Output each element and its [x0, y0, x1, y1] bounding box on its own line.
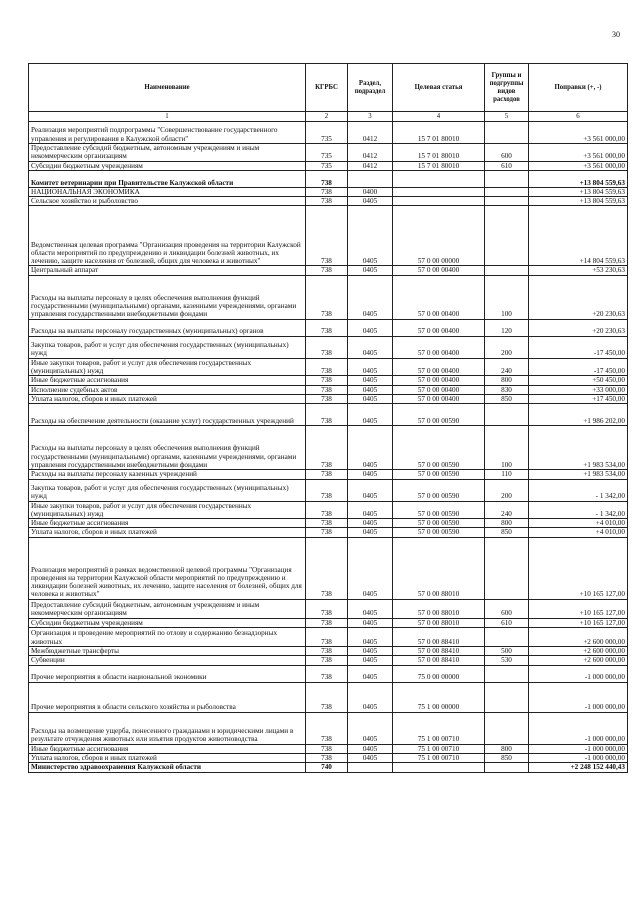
row-target — [393, 763, 485, 772]
row-section: 0405 — [348, 537, 393, 599]
row-amount: +53 230,63 — [529, 266, 628, 275]
row-name: Организация и проведение мероприятий по отлову и содержанию безнадзорных животных — [29, 628, 306, 647]
row-section: 0405 — [348, 682, 393, 712]
row-amount: +2 600 000,00 — [529, 628, 628, 647]
row-name: Иные закупки товаров, работ и услуг для обеспечения государственных (муниципальных) нужд — [29, 358, 306, 376]
row-group: 850 — [485, 394, 529, 403]
table-row — [29, 682, 628, 712]
row-group: 830 — [485, 385, 529, 394]
row-amount: +3 561 000,00 — [529, 144, 628, 162]
row-kgrbs: 738 — [306, 628, 348, 647]
row-group — [485, 206, 529, 266]
table-row — [29, 470, 628, 479]
row-name: Сельское хозяйство и рыболовство — [29, 197, 306, 206]
row-group: 800 — [485, 376, 529, 385]
row-group: 800 — [485, 744, 529, 753]
row-name: Иные бюджетные ассигнования — [29, 376, 306, 385]
row-group: 850 — [485, 753, 529, 762]
row-kgrbs: 738 — [306, 528, 348, 537]
row-group: 610 — [485, 618, 529, 627]
row-section: 0405 — [348, 206, 393, 266]
row-group: 850 — [485, 528, 529, 537]
row-name: Расходы на выплаты персоналу государственных (муниципальных) органов — [29, 319, 306, 336]
row-group: 200 — [485, 479, 529, 501]
row-target: 57 0 00 88010 — [393, 537, 485, 599]
table-row — [29, 647, 628, 656]
row-section: 0405 — [348, 528, 393, 537]
table-row — [29, 656, 628, 665]
table-row — [29, 197, 628, 206]
row-amount: +17 450,00 — [529, 394, 628, 403]
row-target: 57 0 00 00400 — [393, 385, 485, 394]
row-target: 15 7 01 80010 — [393, 122, 485, 144]
row-group — [485, 628, 529, 647]
row-kgrbs: 738 — [306, 501, 348, 519]
row-section: 0405 — [348, 197, 393, 206]
row-target: 57 0 00 88410 — [393, 647, 485, 656]
row-section: 0405 — [348, 470, 393, 479]
row-target — [393, 170, 485, 187]
row-section: 0405 — [348, 647, 393, 656]
row-kgrbs: 738 — [306, 206, 348, 266]
table-row — [29, 404, 628, 426]
header-target: Целевая статья — [393, 64, 485, 112]
row-section: 0405 — [348, 519, 393, 528]
row-target: 57 0 00 88010 — [393, 599, 485, 618]
row-section — [348, 170, 393, 187]
row-section — [348, 763, 393, 772]
row-kgrbs: 738 — [306, 665, 348, 682]
table-row — [29, 187, 628, 196]
row-name: Уплата налогов, сборов и иных платежей — [29, 394, 306, 403]
row-kgrbs: 738 — [306, 275, 348, 319]
table-row — [29, 744, 628, 753]
column-number: 3 — [348, 112, 393, 122]
row-section: 0405 — [348, 358, 393, 376]
row-group — [485, 537, 529, 599]
row-section: 0400 — [348, 187, 393, 196]
row-section: 0412 — [348, 161, 393, 170]
row-group: 100 — [485, 275, 529, 319]
row-target: 57 0 00 00590 — [393, 404, 485, 426]
table-row — [29, 528, 628, 537]
table-row — [29, 358, 628, 376]
table-row — [29, 206, 628, 266]
row-amount: +50 450,00 — [529, 376, 628, 385]
table-row — [29, 319, 628, 336]
row-section: 0405 — [348, 275, 393, 319]
column-number: 2 — [306, 112, 348, 122]
row-target: 75 1 00 00710 — [393, 744, 485, 753]
table-row — [29, 599, 628, 618]
row-group — [485, 122, 529, 144]
row-amount: +4 010,00 — [529, 528, 628, 537]
row-name: Исполнение судебных актов — [29, 385, 306, 394]
row-name: Субсидии бюджетным учреждениям — [29, 161, 306, 170]
row-kgrbs: 738 — [306, 426, 348, 470]
row-target: 57 0 00 00590 — [393, 528, 485, 537]
row-group — [485, 763, 529, 772]
row-section: 0405 — [348, 479, 393, 501]
table-row — [29, 376, 628, 385]
row-name: Прочие мероприятия в области сельского хозяйства и рыболовства — [29, 682, 306, 712]
row-kgrbs: 738 — [306, 519, 348, 528]
row-group: 600 — [485, 144, 529, 162]
row-group: 200 — [485, 336, 529, 358]
row-kgrbs: 738 — [306, 197, 348, 206]
row-kgrbs: 735 — [306, 144, 348, 162]
row-target: 57 0 00 00400 — [393, 376, 485, 385]
row-kgrbs: 738 — [306, 618, 348, 627]
row-kgrbs: 738 — [306, 319, 348, 336]
table-row — [29, 385, 628, 394]
row-name: Комитет ветеринарии при Правительстве Калужской области — [29, 170, 306, 187]
row-target: 75 1 00 00710 — [393, 712, 485, 744]
row-amount: +10 165 127,00 — [529, 537, 628, 599]
row-name: Ведомственная целевая программа "Организация проведения на территории Калужской области мероприятий по предупреждению и ликвидации болезней животных, их лечению, защите населения от болезней, общих для человека и животных" — [29, 206, 306, 266]
row-kgrbs: 738 — [306, 470, 348, 479]
row-target: 57 0 00 88410 — [393, 656, 485, 665]
row-name: Расходы на выплаты персоналу казенных учреждений — [29, 470, 306, 479]
row-amount: +10 165 127,00 — [529, 599, 628, 618]
row-name: Субвенции — [29, 656, 306, 665]
row-target: 57 0 00 00400 — [393, 266, 485, 275]
row-kgrbs: 738 — [306, 376, 348, 385]
row-group — [485, 197, 529, 206]
header-group: Группы и подгруппы видов расходов — [485, 64, 529, 112]
table-row — [29, 537, 628, 599]
row-group: 110 — [485, 470, 529, 479]
row-kgrbs: 735 — [306, 122, 348, 144]
row-kgrbs: 738 — [306, 682, 348, 712]
table-row — [29, 275, 628, 319]
row-amount: -1 000 000,00 — [529, 665, 628, 682]
row-section: 0412 — [348, 144, 393, 162]
row-name: Реализация мероприятий в рамках ведомственной целевой программы "Организация проведения на территории Калужской области мероприятий по предупреждению и ликвидации болезней животных, их лечению, защите населения от болезней, общих для человека и животных" — [29, 537, 306, 599]
row-section: 0405 — [348, 712, 393, 744]
header-kgrbs: КГРБС — [306, 64, 348, 112]
row-target: 75 0 00 00000 — [393, 665, 485, 682]
row-kgrbs: 738 — [306, 753, 348, 762]
row-name: Субсидии бюджетным учреждениям — [29, 618, 306, 627]
row-kgrbs: 738 — [306, 187, 348, 196]
row-section: 0405 — [348, 266, 393, 275]
row-name: Расходы на возмещение ущерба, понесенного гражданами и юридическими лицами в результате отчуждения животных или изъятия продуктов животноводства — [29, 712, 306, 744]
row-section: 0405 — [348, 501, 393, 519]
table-row — [29, 763, 628, 772]
row-target: 15 7 01 80010 — [393, 144, 485, 162]
row-name: Закупка товаров, работ и услуг для обеспечения государственных (муниципальных) нужд — [29, 479, 306, 501]
row-group: 240 — [485, 501, 529, 519]
row-kgrbs: 738 — [306, 358, 348, 376]
row-amount: -1 000 000,00 — [529, 753, 628, 762]
row-kgrbs: 738 — [306, 385, 348, 394]
row-amount: +2 600 000,00 — [529, 647, 628, 656]
row-kgrbs: 738 — [306, 336, 348, 358]
row-target: 57 0 00 00590 — [393, 479, 485, 501]
row-group: 120 — [485, 319, 529, 336]
row-amount: +20 230,63 — [529, 275, 628, 319]
table-row — [29, 501, 628, 519]
row-kgrbs: 740 — [306, 763, 348, 772]
table-row — [29, 753, 628, 762]
row-section: 0412 — [348, 122, 393, 144]
row-section: 0405 — [348, 753, 393, 762]
table-row — [29, 628, 628, 647]
row-group: 500 — [485, 647, 529, 656]
row-kgrbs: 738 — [306, 537, 348, 599]
table-body — [29, 122, 628, 773]
table-row — [29, 426, 628, 470]
row-kgrbs: 738 — [306, 656, 348, 665]
row-name: Уплата налогов, сборов и иных платежей — [29, 528, 306, 537]
row-amount: -17 450,00 — [529, 358, 628, 376]
row-amount: -17 450,00 — [529, 336, 628, 358]
row-target: 57 0 00 00400 — [393, 394, 485, 403]
row-target: 57 0 00 00590 — [393, 470, 485, 479]
row-amount: -1 000 000,00 — [529, 712, 628, 744]
row-target — [393, 187, 485, 196]
row-section: 0405 — [348, 656, 393, 665]
row-name: Расходы на выплаты персоналу в целях обеспечения выполнения функций государственными (муниципальными) органами, казенными учреждениями, органами управления государственными внебюджетными фондами — [29, 275, 306, 319]
row-section: 0405 — [348, 618, 393, 627]
row-name: Расходы на обеспечение деятельности (оказание услуг) государственных учреждений — [29, 404, 306, 426]
row-section: 0405 — [348, 336, 393, 358]
row-target: 75 1 00 00710 — [393, 753, 485, 762]
table-row — [29, 336, 628, 358]
row-section: 0405 — [348, 404, 393, 426]
row-kgrbs: 735 — [306, 161, 348, 170]
row-section: 0405 — [348, 744, 393, 753]
row-group — [485, 404, 529, 426]
row-target: 57 0 00 00400 — [393, 319, 485, 336]
row-target: 57 0 00 00400 — [393, 358, 485, 376]
row-section: 0405 — [348, 319, 393, 336]
row-kgrbs: 738 — [306, 599, 348, 618]
row-name: НАЦИОНАЛЬНАЯ ЭКОНОМИКА — [29, 187, 306, 196]
row-name: Уплата налогов, сборов и иных платежей — [29, 753, 306, 762]
table-row — [29, 161, 628, 170]
row-group: 600 — [485, 599, 529, 618]
row-amount: - 1 342,00 — [529, 501, 628, 519]
row-target: 75 1 00 00000 — [393, 682, 485, 712]
row-target: 57 0 00 00400 — [393, 275, 485, 319]
page-number: 30 — [612, 30, 620, 39]
row-group — [485, 170, 529, 187]
row-amount: -1 000 000,00 — [529, 682, 628, 712]
row-section: 0405 — [348, 394, 393, 403]
row-name: Расходы на выплаты персоналу в целях обеспечения выполнения функций государственными (муниципальными) органами, казенными учреждениями, органами управления государственными внебюджетными фондами — [29, 426, 306, 470]
row-name: Иные закупки товаров, работ и услуг для обеспечения государственных (муниципальных) нужд — [29, 501, 306, 519]
table-row — [29, 479, 628, 501]
row-target: 57 0 00 00590 — [393, 519, 485, 528]
table-row — [29, 519, 628, 528]
table-row — [29, 712, 628, 744]
row-amount: +1 983 534,00 — [529, 426, 628, 470]
budget-amendments-table — [28, 63, 628, 773]
row-amount: +2 248 152 440,43 — [529, 763, 628, 772]
row-section: 0405 — [348, 426, 393, 470]
row-amount: +3 561 000,00 — [529, 122, 628, 144]
row-name: Закупка товаров, работ и услуг для обеспечения государственных (муниципальных) нужд — [29, 336, 306, 358]
row-amount: - 1 342,00 — [529, 479, 628, 501]
row-section: 0405 — [348, 665, 393, 682]
column-number: 1 — [29, 112, 306, 122]
row-amount: +20 230,63 — [529, 319, 628, 336]
row-amount: +2 600 000,00 — [529, 656, 628, 665]
row-group — [485, 266, 529, 275]
row-group — [485, 682, 529, 712]
header-section: Раздел, подраздел — [348, 64, 393, 112]
row-target: 57 0 00 88410 — [393, 628, 485, 647]
table-row — [29, 122, 628, 144]
row-group: 610 — [485, 161, 529, 170]
table-row — [29, 618, 628, 627]
row-name: Предоставление субсидий бюджетным, автономным учреждениям и иным некоммерческим организациям — [29, 599, 306, 618]
row-section: 0405 — [348, 628, 393, 647]
row-name: Межбюджетные трансферты — [29, 647, 306, 656]
table-row — [29, 170, 628, 187]
row-name: Иные бюджетные ассигнования — [29, 519, 306, 528]
row-target: 57 0 00 00000 — [393, 206, 485, 266]
row-name: Иные бюджетные ассигнования — [29, 744, 306, 753]
row-target: 57 0 00 00590 — [393, 426, 485, 470]
row-target: 57 0 00 88010 — [393, 618, 485, 627]
header-name: Наименование — [29, 64, 306, 112]
row-amount: +10 165 127,00 — [529, 618, 628, 627]
row-section: 0405 — [348, 385, 393, 394]
table-row — [29, 394, 628, 403]
row-amount: +13 804 559,63 — [529, 170, 628, 187]
row-kgrbs: 738 — [306, 266, 348, 275]
row-group: 100 — [485, 426, 529, 470]
row-target: 57 0 00 00400 — [393, 336, 485, 358]
column-number: 5 — [485, 112, 529, 122]
row-name: Прочие мероприятия в области национальной экономики — [29, 665, 306, 682]
column-number: 4 — [393, 112, 485, 122]
row-kgrbs: 738 — [306, 394, 348, 403]
row-kgrbs: 738 — [306, 712, 348, 744]
row-group: 530 — [485, 656, 529, 665]
row-name: Министерство здравоохранения Калужской области — [29, 763, 306, 772]
row-target: 15 7 01 80010 — [393, 161, 485, 170]
table-header-row — [29, 64, 628, 112]
row-section: 0405 — [348, 599, 393, 618]
table-row — [29, 144, 628, 162]
row-kgrbs: 738 — [306, 404, 348, 426]
row-amount: +14 804 559,63 — [529, 206, 628, 266]
row-section: 0405 — [348, 376, 393, 385]
row-amount: +3 561 000,00 — [529, 161, 628, 170]
row-amount: +13 804 559,63 — [529, 187, 628, 196]
row-amount: +4 010,00 — [529, 519, 628, 528]
row-amount: +1 983 534,00 — [529, 470, 628, 479]
row-amount: +1 986 202,00 — [529, 404, 628, 426]
row-name: Предоставление субсидий бюджетным, автономным учреждениям и иным некоммерческим организациям — [29, 144, 306, 162]
table-row — [29, 665, 628, 682]
row-kgrbs: 738 — [306, 170, 348, 187]
row-group — [485, 712, 529, 744]
row-target: 57 0 00 00590 — [393, 501, 485, 519]
row-amount: -1 000 000,00 — [529, 744, 628, 753]
column-number: 6 — [529, 112, 628, 122]
row-kgrbs: 738 — [306, 744, 348, 753]
row-group — [485, 665, 529, 682]
row-target — [393, 197, 485, 206]
row-amount: +33 000,00 — [529, 385, 628, 394]
row-kgrbs: 738 — [306, 479, 348, 501]
row-group: 800 — [485, 519, 529, 528]
row-kgrbs: 738 — [306, 647, 348, 656]
header-amendment: Поправки (+, -) — [529, 64, 628, 112]
row-group — [485, 187, 529, 196]
row-name: Центральный аппарат — [29, 266, 306, 275]
row-amount: +13 804 559,63 — [529, 197, 628, 206]
row-group: 240 — [485, 358, 529, 376]
table-row — [29, 266, 628, 275]
row-name: Реализация мероприятий подпрограммы "Совершенствование государственного управления и регулирования в Калужской области" — [29, 122, 306, 144]
column-number-row — [29, 112, 628, 122]
